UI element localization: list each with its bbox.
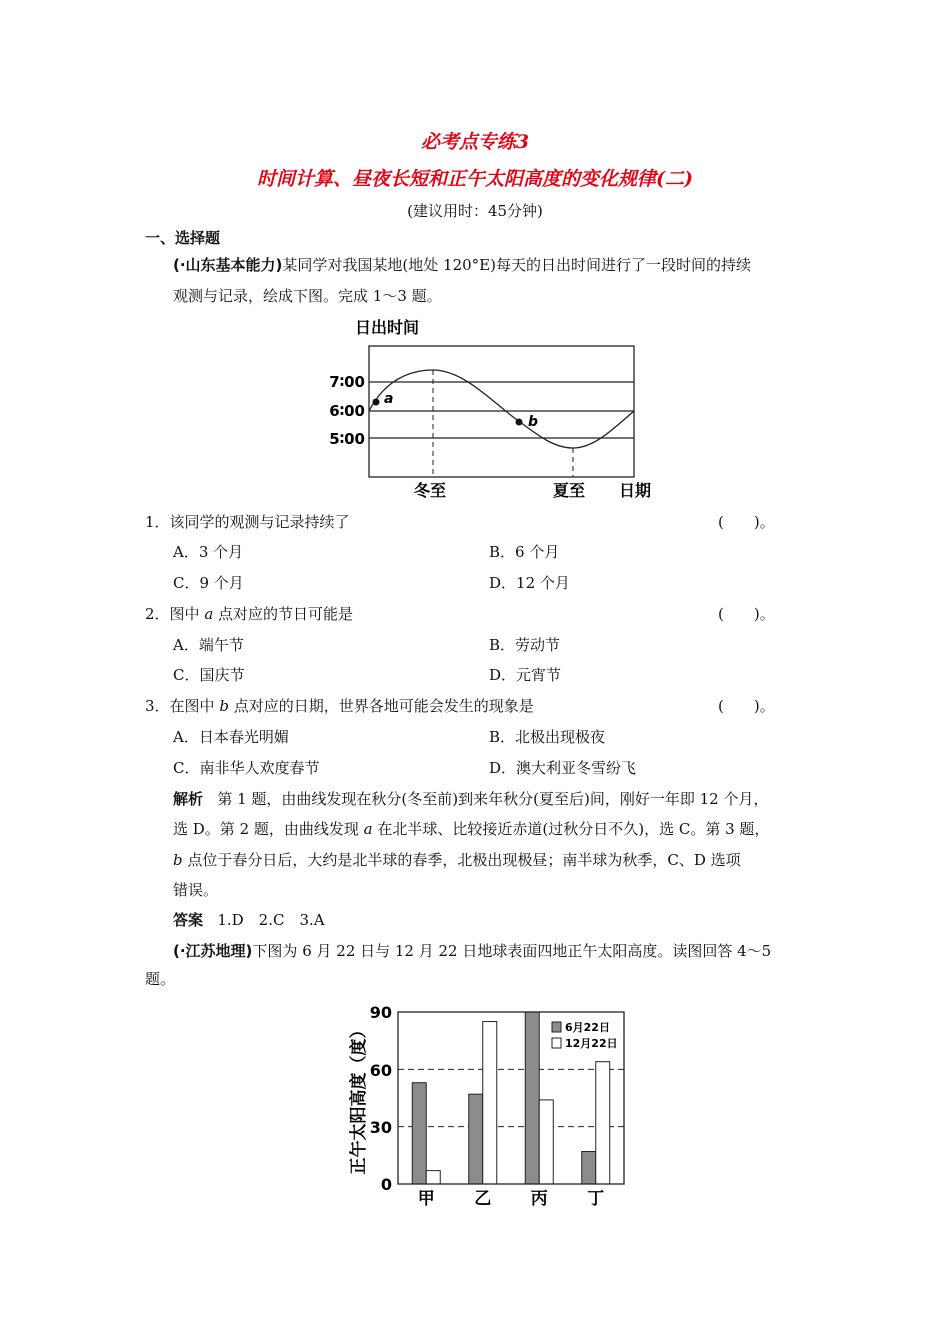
question-2-option-d: D．元宵节 — [489, 666, 562, 684]
analysis-text-2b: 在北半球、比较接近赤道(过秋分日不久)，选 C。第 3 题， — [372, 820, 770, 838]
analysis-line-2 — [173, 818, 769, 839]
y-tick-30: 30 — [369, 1118, 392, 1137]
y-axis-title: 正午太阳高度（度） — [349, 1021, 369, 1175]
intro-paragraph-2b: 题。 — [145, 970, 176, 988]
analysis-var-b: b — [173, 851, 183, 869]
question-2-stem-post: 点对应的节日可能是 — [213, 605, 354, 623]
answer-label: 答案 — [173, 911, 204, 929]
question-2-option-b: B．劳动节 — [489, 636, 561, 654]
x-category-label: 丙 — [530, 1189, 548, 1209]
intro-text: 某同学对我国某地(地处 120°E)每天的日出时间进行了一段时间的持续 — [282, 256, 751, 274]
legend-swatch-december — [552, 1038, 561, 1048]
question-3-option-d: D．澳大利亚冬雪纷飞 — [489, 759, 637, 777]
intro-paragraph-1 — [173, 251, 751, 280]
analysis-text-1: 第 1 题，由曲线发现在秋分(冬至前)到来年秋分(夏至后)间，刚好一年即 12 个月， — [217, 790, 769, 808]
question-1-option-a: A．3 个月 — [173, 543, 244, 561]
point-b-label: b — [528, 414, 539, 430]
question-3-stem — [145, 695, 534, 716]
bar-december-2 — [483, 1022, 497, 1184]
y-label-7: 7∶00 — [329, 373, 365, 391]
bar-december-1 — [426, 1171, 440, 1184]
analysis-label: 解析 — [173, 790, 204, 808]
bar-june-1 — [412, 1083, 426, 1184]
x-label-winter: 冬至 — [413, 481, 447, 500]
legend-swatch-june — [552, 1022, 561, 1032]
analysis-line-4: 错误。 — [173, 881, 219, 899]
question-2-option-a: A．端午节 — [173, 636, 244, 654]
source-label: (·山东基本能力) — [173, 256, 283, 274]
question-3-bracket: ( )。 — [718, 697, 775, 715]
question-3-stem-pre: 3．在图中 — [145, 697, 220, 715]
question-2-option-c: C．国庆节 — [173, 666, 245, 684]
bar-june-3 — [525, 1012, 539, 1184]
analysis-line-3 — [173, 849, 741, 870]
analysis-var-a: a — [363, 820, 373, 838]
x-label-summer: 夏至 — [552, 481, 586, 500]
analysis-text-2a: 选 D。第 2 题，由曲线发现 — [173, 820, 364, 838]
question-3-option-b: B．北极出现极夜 — [489, 728, 606, 746]
analysis-line-1 — [173, 788, 768, 809]
question-1-option-d: D．12 个月 — [489, 574, 570, 592]
y-tick-0: 0 — [380, 1175, 392, 1194]
x-category-label: 乙 — [474, 1189, 492, 1209]
bar-june-2 — [469, 1094, 483, 1184]
question-2-bracket: ( )。 — [718, 605, 775, 623]
question-1-bracket: ( )。 — [718, 513, 775, 531]
point-b-marker — [516, 419, 523, 426]
question-3-var: b — [219, 697, 229, 715]
bar-june-4 — [582, 1152, 596, 1184]
question-1-option-c: C．9 个月 — [173, 574, 244, 592]
x-category-label: 甲 — [417, 1189, 435, 1209]
question-2-stem-pre: 2．图中 — [145, 605, 205, 623]
time-note: (建议用时：45分钟) — [407, 202, 543, 220]
question-3-stem-post: 点对应的日期，世界各地可能会发生的现象是 — [228, 697, 534, 715]
sunrise-time-figure — [315, 315, 660, 505]
page-subtitle: 时间计算、昼夜长短和正午太阳高度的变化规律(二) — [257, 168, 693, 190]
chart-legend — [552, 1021, 618, 1050]
bar-december-4 — [596, 1062, 610, 1184]
x-label-date: 日期 — [618, 481, 652, 500]
question-3-option-c: C．南非华人欢度春节 — [173, 759, 320, 777]
y-tick-60: 60 — [369, 1061, 392, 1080]
analysis-text-3: 点位于春分日后，大约是北半球的春季，北极出现极昼；南半球为秋季，C、D 选项 — [182, 851, 741, 869]
source-label-2: (·江苏地理) — [173, 942, 253, 960]
section-heading: 一、选择题 — [145, 229, 221, 247]
question-3-option-a: A．日本春光明媚 — [173, 728, 289, 746]
figure-title: 日出时间 — [355, 318, 420, 337]
point-a-marker — [373, 399, 380, 406]
question-2-var: a — [204, 605, 214, 623]
bar-december-3 — [539, 1100, 553, 1184]
y-label-5: 5∶00 — [329, 430, 365, 448]
question-1-stem: 1．该同学的观测与记录持续了 — [145, 513, 350, 531]
legend-label-december: 12月22日 — [565, 1037, 618, 1050]
question-2-stem — [145, 603, 353, 624]
intro-paragraph-1b: 观测与记录，绘成下图。完成 1～3 题。 — [173, 287, 442, 305]
legend-label-june: 6月22日 — [565, 1021, 610, 1034]
answer-text: 1.D 2.C 3.A — [217, 911, 325, 929]
intro-paragraph-2 — [173, 940, 771, 961]
y-label-6: 6∶00 — [329, 402, 365, 420]
x-category-label: 丁 — [587, 1189, 605, 1209]
x-labels-layer — [418, 1189, 605, 1209]
intro-text-2: 下图为 6 月 22 日与 12 月 22 日地球表面四地正午太阳高度。读图回答 4～5 — [252, 942, 772, 960]
noon-sun-altitude-chart — [340, 998, 640, 1210]
answer-line — [173, 909, 325, 930]
page-title: 必考点专练3 — [420, 131, 530, 153]
y-tick-90: 90 — [369, 1003, 392, 1022]
point-a-label: a — [384, 391, 394, 407]
question-1-option-b: B．6 个月 — [489, 543, 560, 561]
